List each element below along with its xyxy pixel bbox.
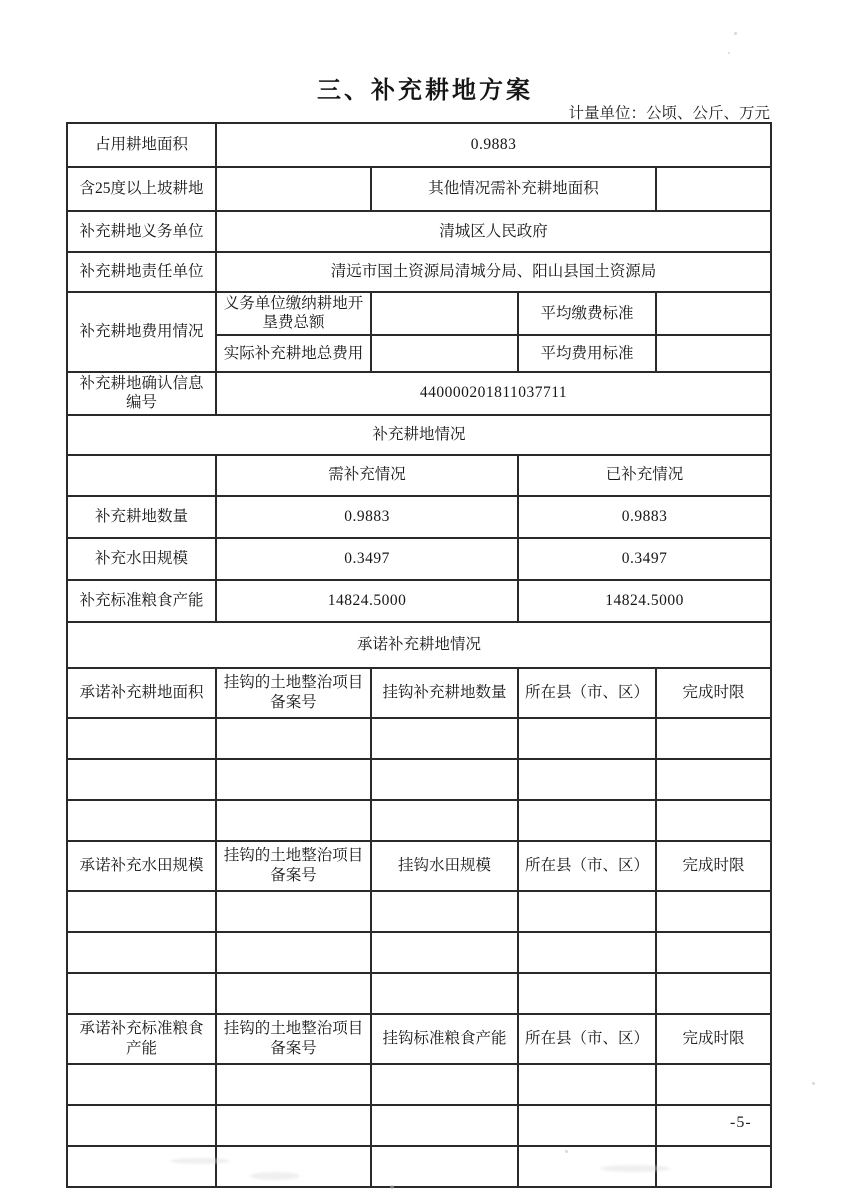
fee-reclamation-total-label-cell: 义务单位缴纳耕地开垦费总额 [216,292,371,335]
empty-cell [216,891,371,932]
responsible-unit-label-cell: 补充耕地责任单位 [67,252,216,292]
slope-over-25-label-cell: 含25度以上坡耕地 [67,167,216,211]
empty-cell [518,932,656,973]
empty-cell [656,800,771,841]
table-row [67,668,771,718]
empty-cell [656,759,771,800]
empty-cell [518,891,656,932]
empty-cell [371,800,518,841]
table-row [67,1064,771,1105]
empty-cell [371,1146,518,1187]
empty-cell [518,800,656,841]
empty-cell [371,1064,518,1105]
other-need-label-cell: 其他情况需补充耕地面积 [371,167,656,211]
empty-cell [656,1146,771,1187]
project-record-no-header-cell: 挂钩的土地整治项目备案号 [216,668,371,718]
empty-cell [216,1146,371,1187]
county-header-cell: 所在县（市、区） [518,841,656,891]
empty-cell [67,973,216,1014]
table-row [67,1014,771,1064]
promise-section-title-cell: 承诺补充耕地情况 [67,622,771,668]
deadline-header-cell: 完成时限 [656,668,771,718]
table-row [67,211,771,252]
table-row [67,252,771,292]
supplement-quantity-label-cell: 补充耕地数量 [67,496,216,538]
linked-quantity-header-cell: 挂钩补充耕地数量 [371,668,518,718]
table-row [67,496,771,538]
supplement-quantity-need-cell: 0.9883 [216,496,518,538]
table-row [67,759,771,800]
empty-cell [518,973,656,1014]
table-row [67,1105,771,1146]
supplement-cultivated-land-table [66,122,772,1188]
empty-cell [656,891,771,932]
obligation-unit-value-cell: 清城区人民政府 [216,211,771,252]
table-row [67,841,771,891]
other-need-value-cell [656,167,771,211]
empty-cell [67,759,216,800]
scan-noise-smudge [250,1172,300,1180]
empty-cell [67,932,216,973]
supplement-quantity-done-cell: 0.9883 [518,496,771,538]
avg-payment-standard-label-cell: 平均缴费标准 [518,292,656,335]
avg-cost-standard-label-cell: 平均费用标准 [518,335,656,372]
avg-cost-standard-value-cell [656,335,771,372]
empty-cell [371,718,518,759]
avg-payment-standard-value-cell [656,292,771,335]
confirmation-number-label-cell: 补充耕地确认信息编号 [67,372,216,415]
slope-over-25-value-cell [216,167,371,211]
scan-noise-dot [728,52,730,54]
empty-cell [656,932,771,973]
empty-cell [67,1064,216,1105]
scan-noise-dot [390,1185,394,1189]
promise-grain-header-cell: 承诺补充标准粮食产能 [67,1014,216,1064]
scan-noise-dot [565,1150,568,1153]
linked-grain-header-cell: 挂钩标准粮食产能 [371,1014,518,1064]
table-row [67,932,771,973]
promise-area-header-cell: 承诺补充耕地面积 [67,668,216,718]
page-title: 三、补充耕地方案 [317,77,533,104]
page-number: -5- [730,1114,752,1131]
responsible-unit-value-cell: 清远市国土资源局清城分局、阳山县国土资源局 [216,252,771,292]
empty-cell [371,759,518,800]
empty-cell [216,973,371,1014]
county-header-cell: 所在县（市、区） [518,668,656,718]
paddy-scale-done-cell: 0.3497 [518,538,771,580]
empty-cell [656,718,771,759]
obligation-unit-label-cell: 补充耕地义务单位 [67,211,216,252]
table-row [67,415,771,455]
empty-cell [518,718,656,759]
empty-cell [216,718,371,759]
scan-noise-dot [812,1082,815,1085]
empty-cell [216,759,371,800]
scan-noise-smudge [170,1158,230,1164]
empty-cell [518,1105,656,1146]
empty-cell [67,718,216,759]
empty-cell [518,1064,656,1105]
paddy-scale-need-cell: 0.3497 [216,538,518,580]
scan-noise-dot [734,32,737,35]
table-row [67,455,771,496]
deadline-header-cell: 完成时限 [656,841,771,891]
empty-cell [371,932,518,973]
empty-cell [67,1146,216,1187]
empty-cell [371,891,518,932]
linked-paddy-header-cell: 挂钩水田规模 [371,841,518,891]
confirmation-number-value-cell: 440000201811037711 [216,372,771,415]
empty-cell [216,932,371,973]
empty-cell [371,973,518,1014]
promise-paddy-header-cell: 承诺补充水田规模 [67,841,216,891]
empty-cell [656,973,771,1014]
county-header-cell: 所在县（市、区） [518,1014,656,1064]
fee-reclamation-total-value-cell [371,292,518,335]
scan-noise-smudge [600,1165,670,1172]
empty-cell [216,1105,371,1146]
empty-cell [371,1105,518,1146]
done-supplement-header-cell: 已补充情况 [518,455,771,496]
empty-cell [67,1105,216,1146]
occupied-area-value-cell: 0.9883 [216,123,771,167]
table-row [67,123,771,167]
project-record-no-header-cell: 挂钩的土地整治项目备案号 [216,841,371,891]
grain-capacity-label-cell: 补充标准粮食产能 [67,580,216,622]
table-row [67,800,771,841]
actual-fee-total-value-cell [371,335,518,372]
table-row [67,538,771,580]
occupied-area-label-cell: 占用耕地面积 [67,123,216,167]
empty-cell [67,891,216,932]
table-row [67,372,771,415]
table-row [67,622,771,668]
empty-cell [656,1064,771,1105]
table-row [67,718,771,759]
deadline-header-cell: 完成时限 [656,1014,771,1064]
empty-cell [216,800,371,841]
paddy-scale-label-cell: 补充水田规模 [67,538,216,580]
table-row [67,292,771,335]
empty-cell [656,1105,771,1146]
actual-fee-total-label-cell: 实际补充耕地总费用 [216,335,371,372]
table-row [67,891,771,932]
table-row [67,973,771,1014]
empty-cell [67,800,216,841]
grain-capacity-need-cell: 14824.5000 [216,580,518,622]
status-header-spacer-cell [67,455,216,496]
table-row [67,167,771,211]
table-row [67,580,771,622]
status-section-title-cell: 补充耕地情况 [67,415,771,455]
fee-section-label-cell: 补充耕地费用情况 [67,292,216,372]
grain-capacity-done-cell: 14824.5000 [518,580,771,622]
need-supplement-header-cell: 需补充情况 [216,455,518,496]
empty-cell [518,759,656,800]
measurement-unit-note: 计量单位：公顷、公斤、万元 [568,105,770,122]
empty-cell [216,1064,371,1105]
project-record-no-header-cell: 挂钩的土地整治项目备案号 [216,1014,371,1064]
